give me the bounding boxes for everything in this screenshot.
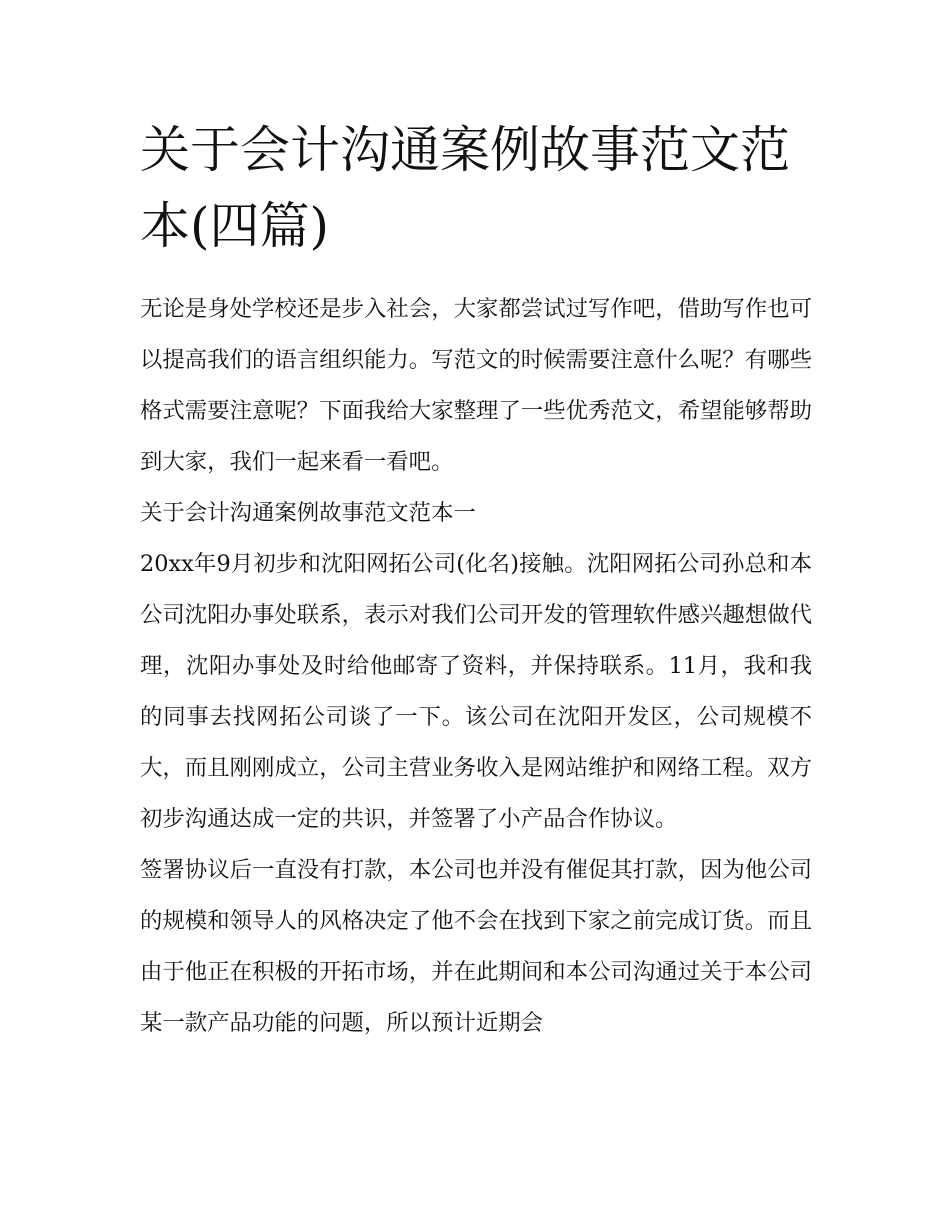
body-paragraph: 签署协议后一直没有打款，本公司也并没有催促其打款，因为他公司的规模和领导人的风格决定了他不会在找到下家之前完成订货。而且由于他正在积极的开拓市场，并在此期间和本公司沟通过关于本公司某一款产品功能的问题，所以预计近期会 — [140, 857, 812, 1036]
document-body — [140, 112, 812, 1049]
body-paragraph: 20xx年9月初步和沈阳网拓公司(化名)接触。沈阳网拓公司孙总和本公司沈阳办事处联系，表示对我们公司开发的管理软件感兴趣想做代理，沈阳办事处及时给他邮寄了资料，并保持联系。11月，我和我的同事去找网拓公司谈了一下。该公司在沈阳开发区，公司规模不大，而且刚刚成立，公司主营业务收入是网站维护和网络工程。双方初步沟通达成一定的共识，并签署了小产品合作协议。 — [140, 551, 812, 832]
intro-paragraph: 无论是身处学校还是步入社会，大家都尝试过写作吧，借助写作也可以提高我们的语言组织能力。写范文的时候需要注意什么呢？有哪些格式需要注意呢？下面我给大家整理了一些优秀范文，希望能够帮助到大家，我们一起来看一看吧。 — [140, 296, 812, 475]
document-title: 关于会计沟通案例故事范文范本(四篇) — [140, 121, 790, 255]
section-heading: 关于会计沟通案例故事范文范本一 — [140, 500, 476, 526]
